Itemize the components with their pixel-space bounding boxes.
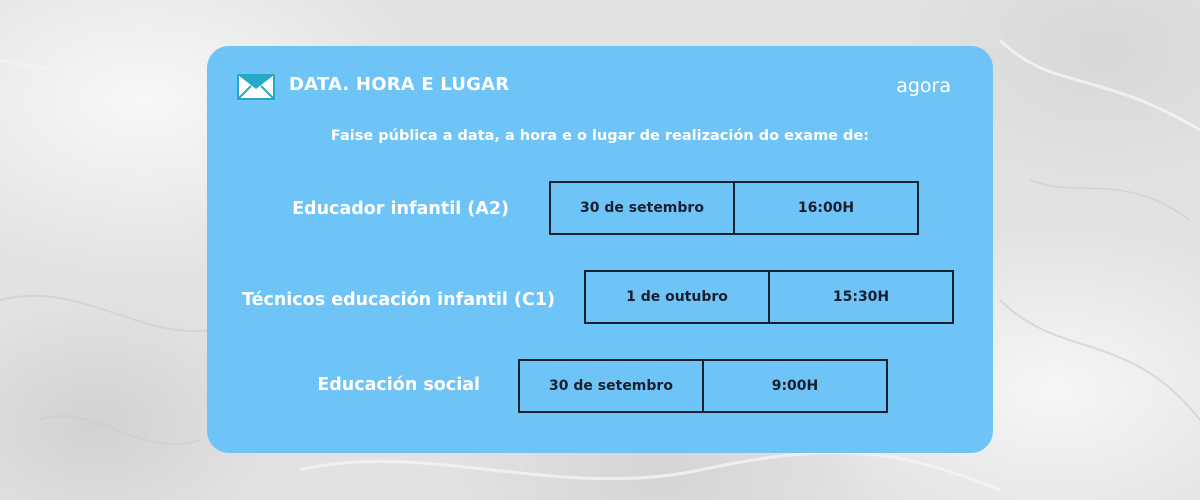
exam-date: 30 de setembro bbox=[580, 200, 704, 216]
exam-schedule-row bbox=[584, 270, 954, 324]
course-label: Técnicos educación infantil (C1) bbox=[241, 290, 555, 310]
exam-date: 1 de outubro bbox=[626, 289, 728, 305]
exam-schedule-row bbox=[518, 359, 888, 413]
intro-text: Faise pública a data, a hora e o lugar de realización do exame de: bbox=[330, 128, 870, 144]
exam-hour: 15:30H bbox=[768, 272, 952, 322]
notification-time: agora bbox=[896, 75, 951, 97]
notification-card[interactable] bbox=[207, 46, 993, 453]
exam-hour: 9:00H bbox=[702, 361, 886, 411]
exam-hour: 16:00H bbox=[733, 183, 917, 233]
mail-icon bbox=[237, 74, 275, 100]
notification-title: DATA. HORA E LUGAR bbox=[289, 74, 510, 95]
course-label: Educador infantil (A2) bbox=[292, 199, 509, 219]
exam-schedule-row bbox=[549, 181, 919, 235]
course-label: Educación social bbox=[317, 375, 480, 395]
exam-date: 30 de setembro bbox=[549, 378, 673, 394]
